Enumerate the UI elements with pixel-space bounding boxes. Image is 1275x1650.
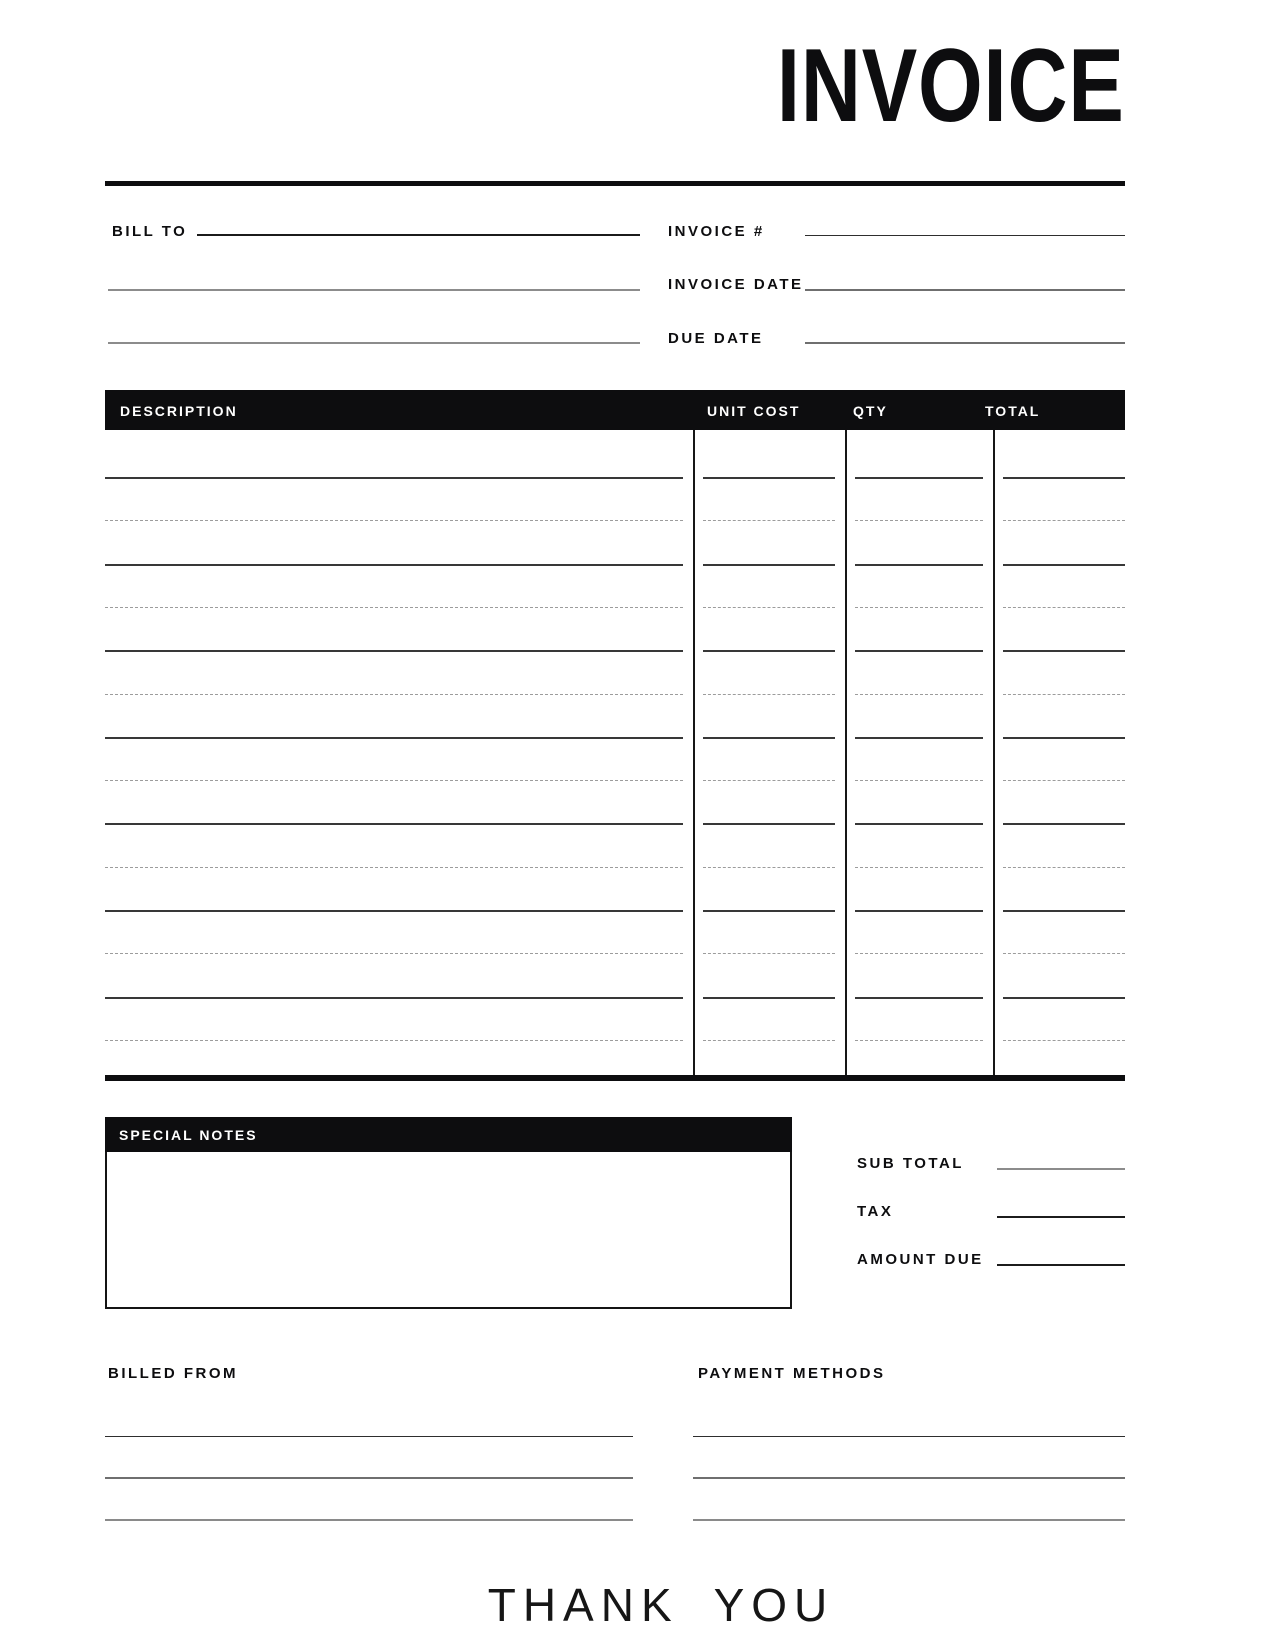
item-cell-line[interactable] [703,780,835,781]
payment-methods-line-1[interactable] [693,1436,1125,1437]
special-notes-label: SPECIAL NOTES [119,1127,258,1143]
item-cell-line[interactable] [855,867,983,868]
item-cell-line[interactable] [855,997,983,999]
item-cell-line[interactable] [105,867,683,868]
due-date-line[interactable] [805,342,1125,344]
billed-from-line-2[interactable] [105,1477,633,1479]
item-cell-line[interactable] [1003,607,1125,608]
sub-total-label: SUB TOTAL [857,1155,964,1172]
item-cell-line[interactable] [105,737,683,739]
item-cell-line[interactable] [105,607,683,608]
billed-from-label: BILLED FROM [108,1365,238,1382]
item-cell-line[interactable] [1003,997,1125,999]
item-cell-line[interactable] [703,607,835,608]
due-date-label: DUE DATE [668,330,764,347]
item-cell-line[interactable] [105,650,683,652]
column-divider-2 [845,430,847,1075]
column-header-total: TOTAL [985,403,1041,419]
page-title: INVOICE [777,28,1125,144]
items-table-body [105,430,1125,1081]
item-cell-line[interactable] [1003,520,1125,521]
item-cell-line[interactable] [703,823,835,825]
invoice-date-line[interactable] [805,289,1125,291]
item-cell-line[interactable] [703,910,835,912]
item-cell-line[interactable] [1003,737,1125,739]
item-cell-line[interactable] [1003,564,1125,566]
item-cell-line[interactable] [703,997,835,999]
column-divider-3 [993,430,995,1075]
header-rule [105,181,1125,186]
item-cell-line[interactable] [703,564,835,566]
invoice-number-line[interactable] [805,235,1125,236]
column-header-description: DESCRIPTION [120,403,238,419]
bill-to-label: BILL TO [112,223,188,240]
item-cell-line[interactable] [855,694,983,695]
item-cell-line[interactable] [105,1040,683,1041]
bill-to-line-2[interactable] [108,289,640,291]
item-cell-line[interactable] [855,910,983,912]
item-cell-line[interactable] [855,520,983,521]
item-cell-line[interactable] [1003,1040,1125,1041]
item-cell-line[interactable] [855,953,983,954]
item-cell-line[interactable] [105,997,683,999]
special-notes-header [105,1117,792,1152]
item-cell-line[interactable] [855,737,983,739]
item-cell-line[interactable] [855,823,983,825]
item-cell-line[interactable] [1003,867,1125,868]
item-cell-line[interactable] [1003,694,1125,695]
invoice-number-label: INVOICE # [668,223,765,240]
item-cell-line[interactable] [1003,477,1125,479]
item-cell-line[interactable] [855,1040,983,1041]
bill-to-line-3[interactable] [108,342,640,344]
item-cell-line[interactable] [703,953,835,954]
item-cell-line[interactable] [703,1040,835,1041]
item-cell-line[interactable] [105,477,683,479]
billed-from-line-3[interactable] [105,1519,633,1521]
item-cell-line[interactable] [855,477,983,479]
payment-methods-line-3[interactable] [693,1519,1125,1521]
item-cell-line[interactable] [1003,953,1125,954]
invoice-date-label: INVOICE DATE [668,276,804,293]
item-cell-line[interactable] [105,823,683,825]
sub-total-line[interactable] [997,1168,1125,1170]
item-cell-line[interactable] [703,867,835,868]
item-cell-line[interactable] [703,694,835,695]
item-cell-line[interactable] [855,650,983,652]
item-cell-line[interactable] [855,607,983,608]
item-cell-line[interactable] [1003,910,1125,912]
tax-line[interactable] [997,1216,1125,1218]
column-header-unit-cost: UNIT COST [707,403,801,419]
item-cell-line[interactable] [703,477,835,479]
special-notes-box[interactable] [105,1152,792,1309]
item-cell-line[interactable] [105,953,683,954]
item-cell-line[interactable] [703,650,835,652]
column-divider-1 [693,430,695,1075]
items-table-header [105,390,1125,430]
item-cell-line[interactable] [703,737,835,739]
amount-due-label: AMOUNT DUE [857,1251,984,1268]
amount-due-line[interactable] [997,1264,1125,1266]
item-cell-line[interactable] [105,780,683,781]
payment-methods-line-2[interactable] [693,1477,1125,1479]
item-cell-line[interactable] [703,520,835,521]
bill-to-line-1[interactable] [197,234,640,236]
column-header-qty: QTY [853,403,888,419]
item-cell-line[interactable] [105,564,683,566]
payment-methods-label: PAYMENT METHODS [698,1365,886,1382]
tax-label: TAX [857,1203,894,1220]
billed-from-line-1[interactable] [105,1436,633,1437]
item-cell-line[interactable] [1003,780,1125,781]
item-cell-line[interactable] [855,564,983,566]
item-cell-line[interactable] [1003,650,1125,652]
thank-you-text: THANK YOU [487,1579,835,1631]
item-cell-line[interactable] [1003,823,1125,825]
item-cell-line[interactable] [105,910,683,912]
item-cell-line[interactable] [105,694,683,695]
item-cell-line[interactable] [855,780,983,781]
item-cell-line[interactable] [105,520,683,521]
